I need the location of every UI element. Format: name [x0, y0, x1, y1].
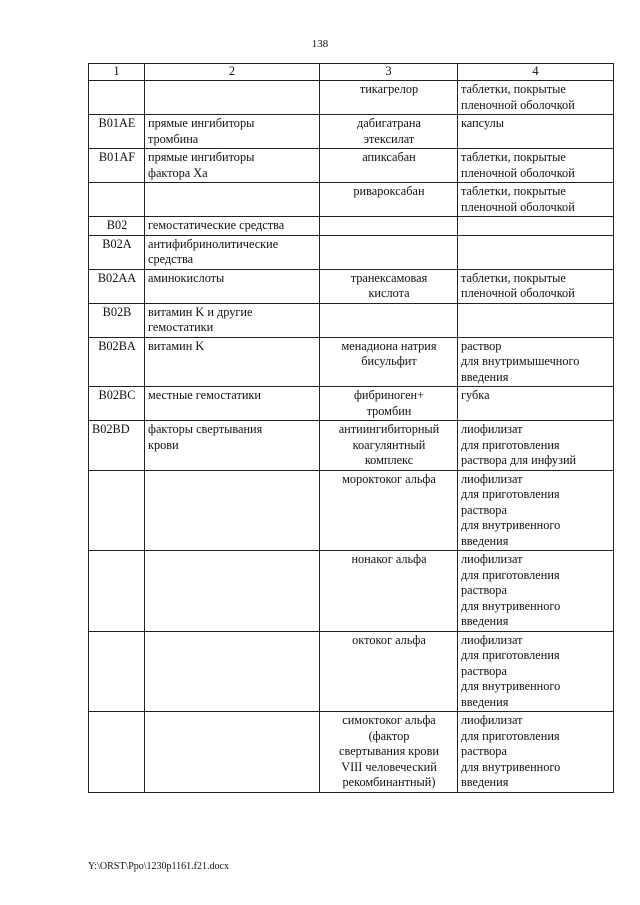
- cell-line: симоктоког альфа: [342, 713, 436, 727]
- cell-line: таблетки, покрытые: [461, 82, 566, 96]
- table-row: [89, 421, 614, 471]
- cell-line: апиксабан: [362, 150, 416, 164]
- cell-line: местные гемостатики: [148, 388, 261, 402]
- cell-line: раствора: [461, 502, 507, 517]
- code-cell: [89, 551, 145, 632]
- cell-line: фибриноген+: [353, 388, 425, 402]
- table-row: [89, 712, 614, 793]
- group-cell: [145, 551, 320, 632]
- code-cell: [89, 631, 145, 712]
- table-row: [89, 149, 614, 183]
- cell-line: раствор: [461, 338, 502, 353]
- drug-cell: [320, 551, 458, 632]
- table-row: [89, 81, 614, 115]
- cell-line: прямые ингибиторы: [148, 116, 255, 130]
- form-cell: [458, 712, 614, 793]
- code-cell: B02: [89, 217, 145, 236]
- code-cell: [89, 712, 145, 793]
- cell-line: октоког альфа: [352, 632, 426, 647]
- drug-cell: [320, 183, 458, 217]
- cell-line: для внутривенного: [461, 518, 561, 532]
- form-cell: [458, 337, 614, 387]
- cell-line: антифибринолитические: [148, 236, 279, 251]
- form-cell: [458, 269, 614, 303]
- cell-line: раствора для инфузий: [461, 453, 577, 467]
- cell-line: гемостатики: [148, 320, 214, 334]
- cell-line: для приготовления: [461, 648, 560, 662]
- group-cell: [145, 183, 320, 217]
- form-cell: [458, 303, 614, 337]
- cell-line: лиофилизат: [461, 422, 523, 436]
- cell-line: прямые ингибиторы: [148, 150, 255, 164]
- cell-line: комплекс: [364, 453, 414, 467]
- cell-line: лиофилизат: [461, 471, 523, 486]
- column-header: 3: [320, 64, 458, 81]
- cell-line: введения: [461, 775, 509, 789]
- group-cell: [145, 387, 320, 421]
- code-cell: B02BA: [89, 337, 145, 387]
- form-cell: [458, 183, 614, 217]
- cell-line: для внутривенного: [461, 679, 561, 693]
- column-header-row: [89, 64, 614, 81]
- group-cell: [145, 269, 320, 303]
- table-row: [89, 217, 614, 236]
- form-cell: [458, 421, 614, 471]
- code-cell: B02A: [89, 235, 145, 269]
- cell-line: таблетки, покрытые: [461, 184, 566, 198]
- drug-cell: [320, 387, 458, 421]
- group-cell: [145, 631, 320, 712]
- cell-line: мороктоког альфа: [342, 471, 436, 486]
- cell-line: дабигатрана: [357, 116, 421, 130]
- cell-line: раствора: [461, 744, 507, 758]
- cell-line: нонаког альфа: [351, 552, 427, 566]
- group-cell: [145, 303, 320, 337]
- cell-line: коагулянтный: [352, 437, 426, 452]
- cell-line: таблетки, покрытые: [461, 270, 566, 285]
- cell-line: кислота: [368, 286, 410, 300]
- table-row: [89, 183, 614, 217]
- drug-cell: [320, 235, 458, 269]
- table-row: [89, 303, 614, 337]
- column-header: 4: [458, 64, 614, 81]
- cell-line: таблетки, покрытые: [461, 150, 566, 164]
- cell-line: тромбин: [366, 403, 412, 418]
- code-cell: B01AE: [89, 115, 145, 149]
- code-cell: B01AF: [89, 149, 145, 183]
- cell-line: антиингибиторный: [338, 422, 440, 436]
- column-header: 1: [89, 64, 145, 81]
- cell-line: введения: [461, 694, 509, 709]
- drug-table: [88, 63, 614, 793]
- drug-cell: [320, 217, 458, 236]
- table-row: [89, 115, 614, 149]
- cell-line: для внутривенного: [461, 598, 561, 613]
- cell-line: менадиона натрия: [341, 338, 437, 353]
- code-cell: [89, 183, 145, 217]
- cell-line: гемостатические средства: [148, 218, 285, 232]
- table-row: [89, 631, 614, 712]
- cell-line: лиофилизат: [461, 632, 523, 647]
- cell-line: лиофилизат: [461, 713, 523, 727]
- form-cell: [458, 387, 614, 421]
- cell-line: факторы свертывания: [148, 422, 263, 436]
- cell-line: (фактор: [368, 728, 410, 743]
- cell-line: ривароксабан: [353, 184, 425, 198]
- cell-line: рекомбинантный): [342, 775, 436, 789]
- cell-line: раствора: [461, 663, 507, 678]
- cell-line: губка: [461, 388, 490, 402]
- table-row: [89, 235, 614, 269]
- drug-cell: [320, 631, 458, 712]
- cell-line: введения: [461, 614, 509, 628]
- cell-line: для приготовления: [461, 728, 560, 743]
- group-cell: [145, 149, 320, 183]
- form-cell: [458, 235, 614, 269]
- cell-line: раствора: [461, 583, 507, 597]
- cell-line: для внутримышечного: [461, 354, 580, 368]
- group-cell: [145, 81, 320, 115]
- cell-line: крови: [148, 437, 179, 452]
- group-cell: [145, 337, 320, 387]
- drug-cell: [320, 421, 458, 471]
- form-cell: [458, 217, 614, 236]
- drug-cell: [320, 303, 458, 337]
- cell-line: этексилат: [363, 131, 415, 146]
- code-cell: B02BD: [89, 421, 145, 471]
- drug-cell: [320, 269, 458, 303]
- table-row: [89, 470, 614, 551]
- cell-line: тромбина: [148, 131, 199, 146]
- footer-file-path: Y:\ORST\Ppo\1230p1161.f21.docx: [88, 861, 229, 872]
- column-header: 2: [145, 64, 320, 81]
- table-row: [89, 551, 614, 632]
- form-cell: [458, 470, 614, 551]
- table-body: [89, 64, 614, 793]
- cell-line: пленочной оболочкой: [461, 97, 575, 112]
- cell-line: лиофилизат: [461, 552, 523, 566]
- cell-line: пленочной оболочкой: [461, 199, 575, 214]
- table-row: [89, 387, 614, 421]
- cell-line: транексамовая: [350, 270, 428, 285]
- code-cell: [89, 81, 145, 115]
- group-cell: [145, 470, 320, 551]
- group-cell: [145, 217, 320, 236]
- cell-line: пленочной оболочкой: [461, 286, 575, 300]
- cell-line: для приготовления: [461, 487, 560, 501]
- drug-cell: [320, 149, 458, 183]
- cell-line: пленочной оболочкой: [461, 165, 575, 180]
- cell-line: тикагрелор: [359, 82, 419, 96]
- drug-cell: [320, 115, 458, 149]
- form-cell: [458, 81, 614, 115]
- drug-cell: [320, 470, 458, 551]
- table-row: [89, 269, 614, 303]
- form-cell: [458, 115, 614, 149]
- drug-cell: [320, 712, 458, 793]
- group-cell: [145, 115, 320, 149]
- table-row: [89, 337, 614, 387]
- code-cell: B02BC: [89, 387, 145, 421]
- cell-line: VIII человеческий: [341, 759, 437, 774]
- cell-line: для внутривенного: [461, 759, 561, 774]
- form-cell: [458, 631, 614, 712]
- cell-line: для приготовления: [461, 437, 560, 452]
- cell-line: витамин K: [148, 338, 205, 353]
- cell-line: введения: [461, 533, 509, 548]
- cell-line: капсулы: [461, 116, 504, 130]
- group-cell: [145, 712, 320, 793]
- cell-line: бисульфит: [361, 354, 417, 368]
- group-cell: [145, 421, 320, 471]
- drug-cell: [320, 81, 458, 115]
- cell-line: для приготовления: [461, 567, 560, 582]
- cell-line: свертывания крови: [339, 744, 439, 758]
- cell-line: витамин K и другие: [148, 304, 253, 319]
- cell-line: аминокислоты: [148, 270, 225, 285]
- page-number: 138: [311, 38, 329, 50]
- cell-line: фактора Ха: [148, 165, 208, 180]
- drug-cell: [320, 337, 458, 387]
- form-cell: [458, 149, 614, 183]
- cell-line: введения: [461, 369, 509, 384]
- code-cell: B02B: [89, 303, 145, 337]
- group-cell: [145, 235, 320, 269]
- form-cell: [458, 551, 614, 632]
- code-cell: B02AA: [89, 269, 145, 303]
- code-cell: [89, 470, 145, 551]
- cell-line: средства: [148, 252, 194, 266]
